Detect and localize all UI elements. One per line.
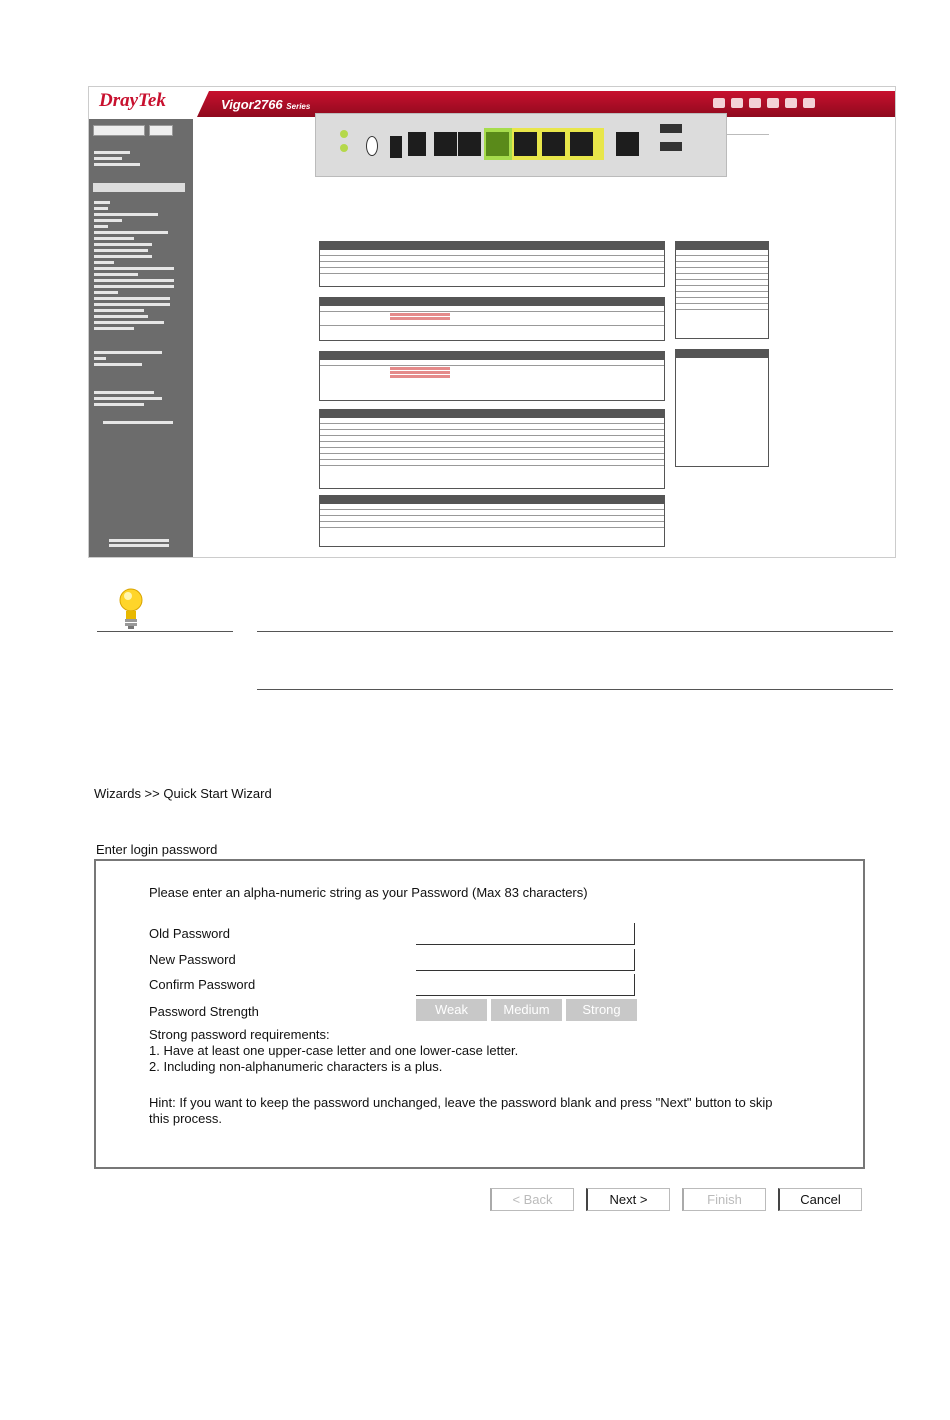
confirm-password-label: Confirm Password [149, 977, 256, 992]
section-title: Enter login password [96, 842, 218, 857]
tip-divider-left [97, 631, 233, 632]
system-information-table [319, 241, 665, 287]
router-dashboard-screenshot [88, 86, 896, 558]
back-button[interactable]: < Back [490, 1188, 574, 1211]
grid-icon[interactable] [749, 98, 761, 108]
intro-text: Please enter an alpha-numeric string as your Password (Max 83 characters) [149, 885, 588, 900]
cancel-button[interactable]: Cancel [778, 1188, 862, 1211]
ipv4-lan-table [319, 297, 665, 341]
tip-divider-top [257, 631, 893, 632]
router-sidebar [89, 119, 193, 557]
strength-medium: Medium [491, 999, 562, 1021]
interface-table [319, 409, 665, 489]
requirement-2: 2. Including non-alphanumeric characters is a plus. [149, 1059, 443, 1074]
requirements-title: Strong password requirements: [149, 1027, 330, 1042]
tip-divider-bottom [257, 689, 893, 690]
banner-icons [713, 98, 815, 108]
next-button[interactable]: Next > [586, 1188, 670, 1211]
router-model: Vigor2766 Series [221, 97, 311, 112]
device-panel [315, 113, 727, 177]
mode-select[interactable] [93, 125, 145, 136]
lightbulb-icon [116, 586, 146, 630]
password-strength-meter [416, 999, 637, 1021]
quick-access-box [675, 241, 769, 339]
new-password-label: New Password [149, 952, 236, 967]
mail-icon[interactable] [731, 98, 743, 108]
requirement-1: 1. Have at least one upper-case letter and one lower-case letter. [149, 1043, 519, 1058]
wizard-breadcrumb: Wizards >> Quick Start Wizard [94, 786, 272, 801]
mode-go-button[interactable] [149, 125, 173, 136]
password-form-box [94, 859, 865, 1169]
logout-icon[interactable] [803, 98, 815, 108]
home-icon[interactable] [713, 98, 725, 108]
strength-strong: Strong [566, 999, 637, 1021]
strength-weak: Weak [416, 999, 487, 1021]
certificate-status-box [675, 349, 769, 467]
confirm-password-input[interactable] [416, 974, 635, 996]
user-icon[interactable] [767, 98, 779, 108]
password-strength-label: Password Strength [149, 1004, 259, 1019]
old-password-label: Old Password [149, 926, 230, 941]
ipv4-internet-table [319, 351, 665, 401]
sidebar-search-input[interactable] [93, 183, 185, 192]
finish-button[interactable]: Finish [682, 1188, 766, 1211]
draytek-logo: DrayTek [99, 90, 166, 111]
help-icon[interactable] [785, 98, 797, 108]
old-password-input[interactable] [416, 923, 635, 945]
new-password-input[interactable] [416, 949, 635, 971]
security-table [319, 495, 665, 547]
hint-text: Hint: If you want to keep the password unchanged, leave the password blank and press "Next" button to skip this process. [149, 1095, 773, 1126]
